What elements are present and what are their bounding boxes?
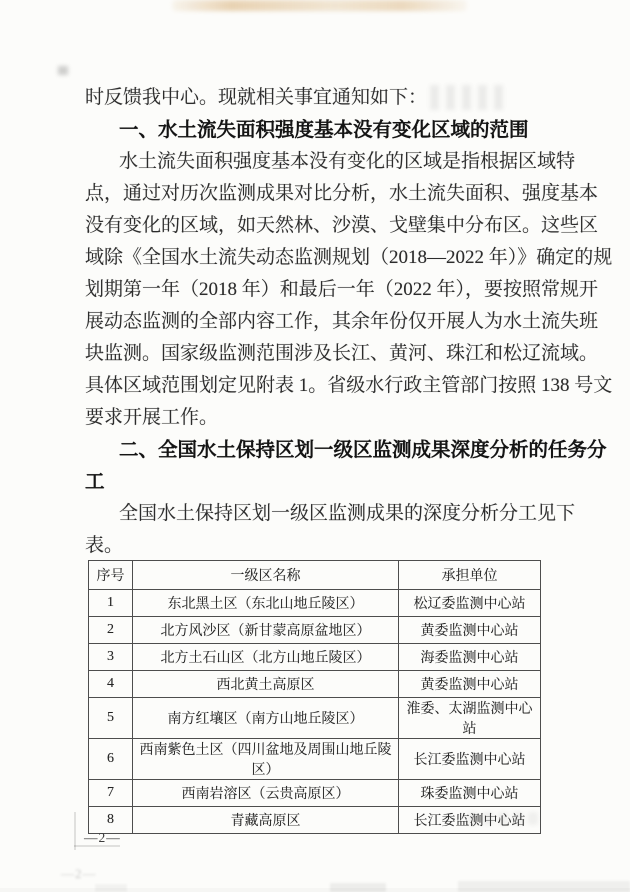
table-cell: 4	[89, 671, 133, 698]
scan-smudge-top	[172, 0, 467, 11]
scan-edge-shading	[330, 883, 386, 892]
section2-heading	[85, 434, 607, 498]
scan-edge-shading	[95, 884, 127, 892]
table-cell: 黄委监测中心站	[399, 671, 541, 698]
paragraph-line: 时反馈我中心。现就相关事宜通知如下：	[85, 87, 428, 108]
scan-edge-shading	[458, 881, 630, 892]
table-row	[89, 671, 541, 698]
table-cell: 长江委监测中心站	[399, 739, 541, 780]
table-cell: 2	[89, 617, 133, 644]
table-header-cell: 序号	[89, 561, 133, 590]
table-cell: 松辽委监测中心站	[399, 590, 541, 617]
paragraph-line: 划期第一年（2018 年）和最后一年（2022 年），要按照常规开	[85, 279, 599, 300]
table-cell: 海委监测中心站	[399, 644, 541, 671]
paragraph-line: 要求开展工作。	[85, 407, 219, 428]
table-row	[89, 644, 541, 671]
table-cell: 长江委监测中心站	[399, 807, 541, 834]
ghost-page-number: —2—	[61, 866, 97, 881]
paragraph-line: 域除《全国水土流失动态监测规划（2018—2022 年）》确定的规	[85, 247, 613, 268]
table-header-cell: 承担单位	[399, 561, 541, 590]
table-cell: 黄委监测中心站	[399, 617, 541, 644]
table-cell: 南方红壤区（南方山地丘陵区）	[133, 698, 399, 739]
scan-speck	[58, 66, 68, 75]
paragraph-line: 具体区域范围划定见附表 1。省级水行政主管部门按照 138 号文	[85, 375, 613, 396]
section2-paragraph	[85, 498, 576, 562]
table-cell: 北方风沙区（新甘蒙高原盆地区）	[133, 617, 399, 644]
table-cell: 西南岩溶区（云贵高原区）	[133, 780, 399, 807]
table-row	[89, 780, 541, 807]
table-cell: 5	[89, 698, 133, 739]
table-cell: 7	[89, 780, 133, 807]
table-cell: 淮委、太湖监测中心站	[399, 698, 541, 739]
paragraph-line: 块监测。国家级监测范围涉及长江、黄河、珠江和松辽流域。	[85, 343, 599, 364]
scan-fold-line-vertical	[74, 812, 76, 850]
paragraph-line: 没有变化的区域，如天然林、沙漠、戈壁集中分布区。这些区	[85, 215, 599, 236]
paragraph-line: 水土流失面积强度基本没有变化的区域是指根据区域特	[119, 151, 576, 172]
table-cell: 北方土石山区（北方山地丘陵区）	[133, 644, 399, 671]
paragraph-line: 展动态监测的全部内容工作，其余年份仅开展人为水土流失班	[85, 311, 599, 332]
table-row	[89, 617, 541, 644]
table-cell: 1	[89, 590, 133, 617]
section1-heading: 一、水土流失面积强度基本没有变化区域的范围	[119, 119, 529, 141]
table-header-cell: 一级区名称	[133, 561, 399, 590]
table-cell: 8	[89, 807, 133, 834]
table-cell: 青藏高原区	[133, 807, 399, 834]
table-cell: 西北黄土高原区	[133, 671, 399, 698]
table-row	[89, 807, 541, 834]
table-cell: 东北黑土区（东北山地丘陵区）	[133, 590, 399, 617]
page-number: —2—	[84, 830, 121, 845]
table-cell: 珠委监测中心站	[399, 780, 541, 807]
heading-line: 工	[85, 471, 105, 493]
paragraph-line: 点，通过对历次监测成果对比分析，水土流失面积、强度基本	[85, 183, 599, 204]
assignment-table	[88, 560, 541, 834]
scan-edge-shading	[0, 888, 630, 892]
table-row	[89, 698, 541, 739]
heading-line: 二、全国水土保持区划一级区监测成果深度分析的任务分	[119, 439, 607, 461]
table-cell: 3	[89, 644, 133, 671]
table-cell: 西南紫色土区（四川盆地及周围山地丘陵区）	[133, 739, 399, 780]
table-header-row	[89, 561, 541, 590]
document-body	[85, 82, 613, 562]
table-cell: 6	[89, 739, 133, 780]
paragraph-line: 表。	[85, 535, 124, 556]
table-row	[89, 739, 541, 780]
table-row	[89, 590, 541, 617]
section1-paragraph	[85, 146, 613, 434]
paragraph-line: 全国水土保持区划一级区监测成果的深度分析分工见下	[119, 503, 576, 524]
